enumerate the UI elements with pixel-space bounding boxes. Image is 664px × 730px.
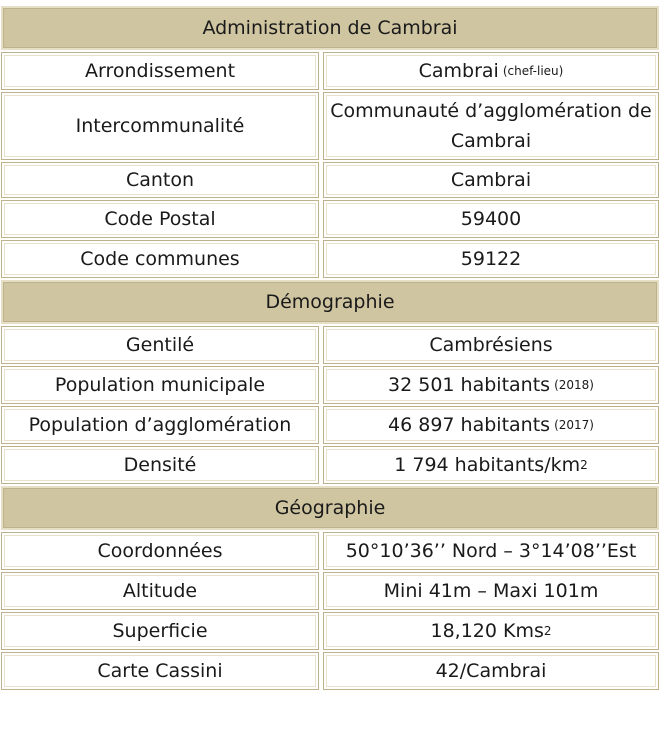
row-label: Arrondissement xyxy=(1,52,319,90)
row-label: Altitude xyxy=(1,572,319,610)
row-value xyxy=(323,366,659,404)
table-row xyxy=(1,532,659,570)
row-label: Gentilé xyxy=(1,326,319,364)
table-row xyxy=(1,366,659,404)
value-text: 46 897 habitants xyxy=(388,414,551,436)
value-text: 59122 xyxy=(460,248,522,270)
table-row xyxy=(1,162,659,198)
row-label: Intercommunalité xyxy=(1,92,319,160)
table-row xyxy=(1,572,659,610)
row-label: Canton xyxy=(1,162,319,198)
value-note: (2018) xyxy=(554,378,594,392)
value-text: Mini 41m – Maxi 101m xyxy=(383,580,599,602)
row-value xyxy=(323,240,659,278)
value-text: Cambrai xyxy=(418,60,499,82)
value-text: 50°10’36’’ Nord – 3°14’08’’Est xyxy=(345,540,637,562)
row-value xyxy=(323,92,659,160)
row-label: Carte Cassini xyxy=(1,652,319,690)
row-value xyxy=(323,572,659,610)
section-header-administration: Administration de Cambrai xyxy=(1,6,659,50)
table-row xyxy=(1,652,659,690)
row-label: Population municipale xyxy=(1,366,319,404)
row-value: 1 794 habitants/km 2 xyxy=(323,446,659,484)
table-row xyxy=(1,92,659,160)
row-value xyxy=(323,52,659,90)
value-text: Cambrésiens xyxy=(429,334,553,356)
value-text: Communauté d’agglomération de Cambrai xyxy=(330,100,652,152)
table-row xyxy=(1,406,659,444)
row-value xyxy=(323,652,659,690)
value-text: 59400 xyxy=(460,208,522,230)
value-text: 18,120 Kms xyxy=(430,620,544,642)
table-row xyxy=(1,52,659,90)
row-label: Coordonnées xyxy=(1,532,319,570)
row-label: Code communes xyxy=(1,240,319,278)
value-text: Cambrai xyxy=(450,169,532,191)
row-label: Population d’agglomération xyxy=(1,406,319,444)
value-text: 1 794 habitants/km xyxy=(394,454,581,476)
table-row xyxy=(1,612,659,650)
row-value xyxy=(323,532,659,570)
value-text: 42/Cambrai xyxy=(435,660,547,682)
row-value: 18,120 Kms 2 xyxy=(323,612,659,650)
row-value xyxy=(323,406,659,444)
table-row xyxy=(1,200,659,238)
row-value xyxy=(323,162,659,198)
value-note: (chef-lieu) xyxy=(502,64,564,78)
admin-table xyxy=(1,4,659,692)
section-header-demographie: Démographie xyxy=(1,280,659,324)
value-text: 32 501 habitants xyxy=(388,374,551,396)
table-row xyxy=(1,240,659,278)
section-header-geographie: Géographie xyxy=(1,486,659,530)
row-value xyxy=(323,200,659,238)
table-row xyxy=(1,446,659,484)
row-label: Superficie xyxy=(1,612,319,650)
row-label: Code Postal xyxy=(1,200,319,238)
table-row xyxy=(1,326,659,364)
row-value xyxy=(323,326,659,364)
row-label: Densité xyxy=(1,446,319,484)
value-note: (2017) xyxy=(554,418,594,432)
